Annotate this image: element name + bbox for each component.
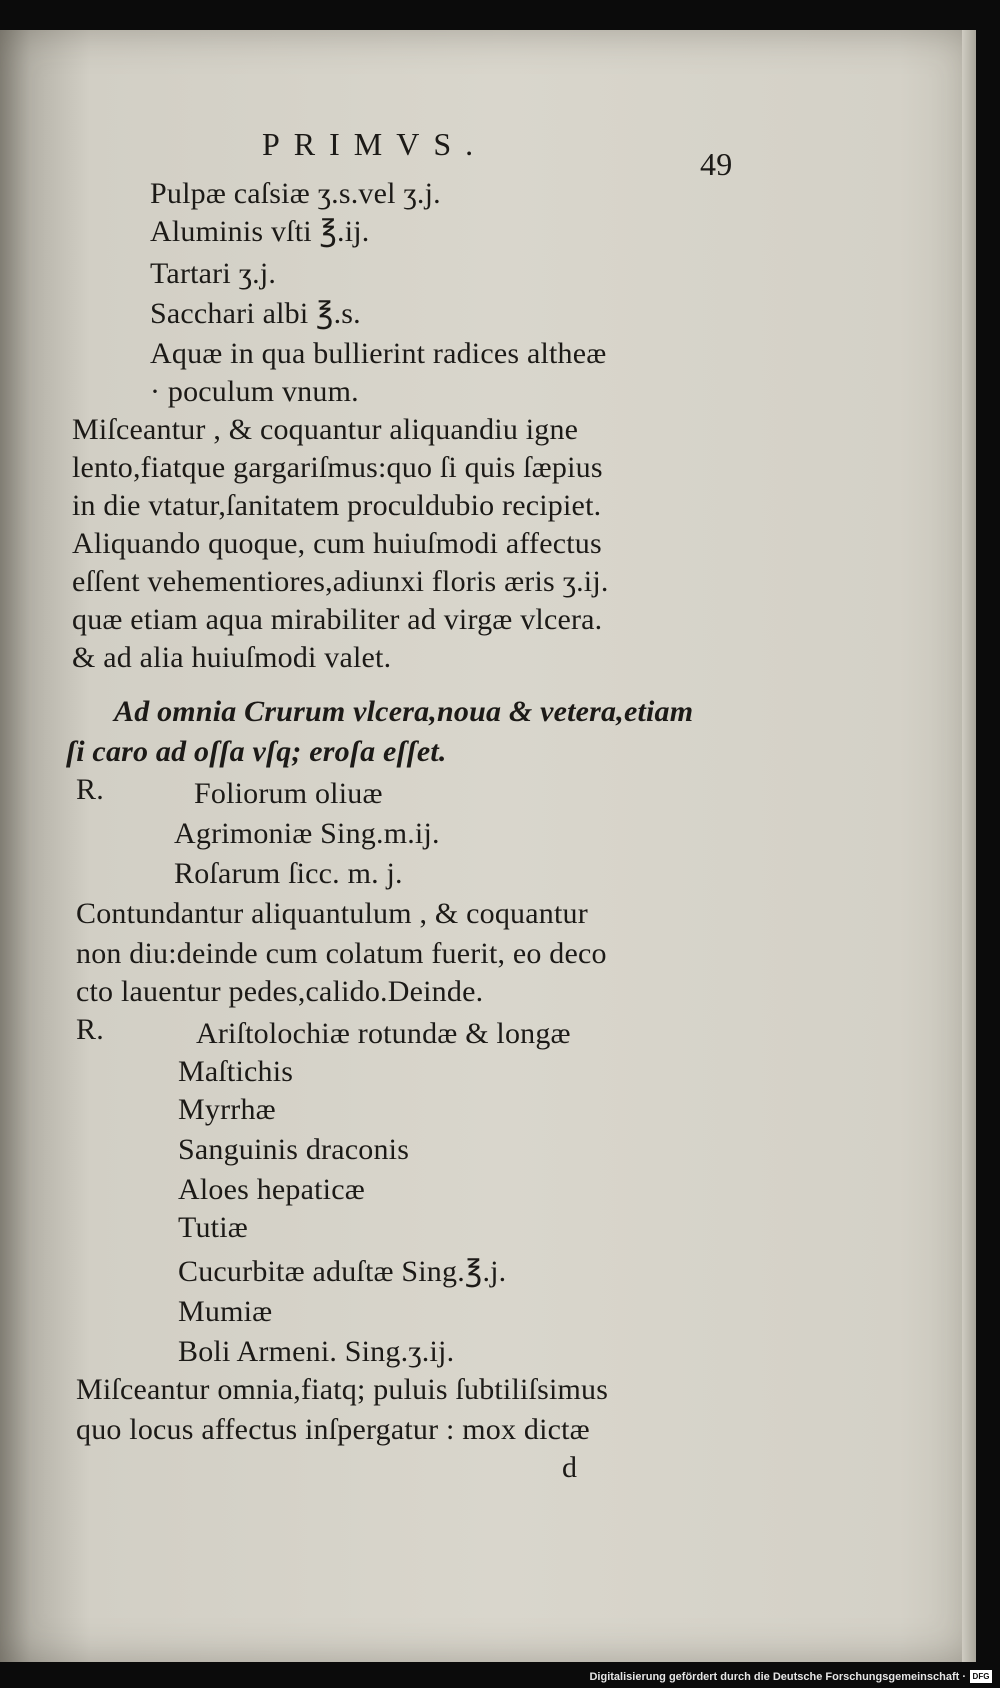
recipe-line: Maſtichis (178, 1055, 294, 1088)
dfg-logo-icon: DFG (970, 1670, 992, 1683)
recipe-line: Mumiæ (178, 1295, 273, 1328)
recipe-line: Tartari ʒ.j. (150, 257, 277, 290)
text-line: eſſent vehementiores,adiunxi floris æris ʒ.ij. (72, 565, 609, 598)
text-line: & ad alia huiuſmodi valet. (72, 641, 392, 674)
recipe-line: Boli Armeni. Sing.ʒ.ij. (178, 1335, 455, 1368)
text-line: lento,fiatque gargariſmus:quo ſi quis ſæpius (72, 451, 603, 484)
recipe-line: Agrimoniæ Sing.m.ij. (174, 817, 440, 850)
footer-bar (0, 1662, 1000, 1688)
text-line: non diu:deinde cum colatum fuerit, eo deco (76, 937, 607, 970)
page-edge (962, 30, 976, 1662)
page-number: 49 (700, 146, 733, 182)
text-line: cto lauentur pedes,calido.Deinde. (76, 975, 484, 1008)
text-line: in die vtatur,ſanitatem proculdubio recipiet. (72, 489, 602, 522)
recipe-line: Aloes hepaticæ (178, 1173, 365, 1206)
recipe-line: · poculum vnum. (150, 375, 359, 408)
recipe-line: Roſarum ſicc. m. j. (174, 857, 403, 890)
recipe-line: Tutiæ (178, 1211, 248, 1244)
section-heading: ſi caro ad oſſa vſq; eroſa eſſet. (66, 735, 447, 768)
recipe-line: Myrrhæ (178, 1093, 276, 1126)
recipe-marker: R. (76, 1013, 104, 1046)
recipe-line: Aquæ in qua bullierint radices altheæ (150, 337, 607, 370)
section-heading: Ad omnia Crurum vlcera,noua & vetera,etiam (114, 695, 694, 728)
recipe-line: Foliorum oliuæ (194, 777, 383, 810)
funding-credit: Digitalisierung gefördert durch die Deutsche Forschungsgemeinschaft · (589, 1671, 966, 1683)
recipe-line: Aluminis vſti ℥.ij. (150, 215, 370, 248)
signature-mark: d (562, 1451, 578, 1484)
text-line: Aliquando quoque, cum huiuſmodi affectus (72, 527, 602, 560)
text-line: quæ etiam aqua mirabiliter ad virgæ vlcera. (72, 603, 603, 636)
text-line: Miſceantur , & coquantur aliquandiu igne (72, 413, 579, 446)
recipe-marker: R. (76, 773, 104, 806)
text-line: quo locus affectus inſpergatur : mox dictæ (76, 1413, 590, 1446)
recipe-line: Cucurbitæ aduſtæ Sing.℥.j. (178, 1255, 507, 1288)
text-line: Miſceantur omnia,fiatq; puluis ſubtiliſsimus (76, 1373, 609, 1406)
recipe-line: Sacchari albi ℥.s. (150, 297, 361, 330)
running-title: PRIMVS. (262, 126, 488, 162)
recipe-line: Pulpæ caſsiæ ʒ.s.vel ʒ.j. (150, 177, 441, 210)
text-line: Contundantur aliquantulum , & coquantur (76, 897, 588, 930)
recipe-line: Ariſtolochiæ rotundæ & longæ (196, 1017, 571, 1050)
recipe-line: Sanguinis draconis (178, 1133, 410, 1166)
